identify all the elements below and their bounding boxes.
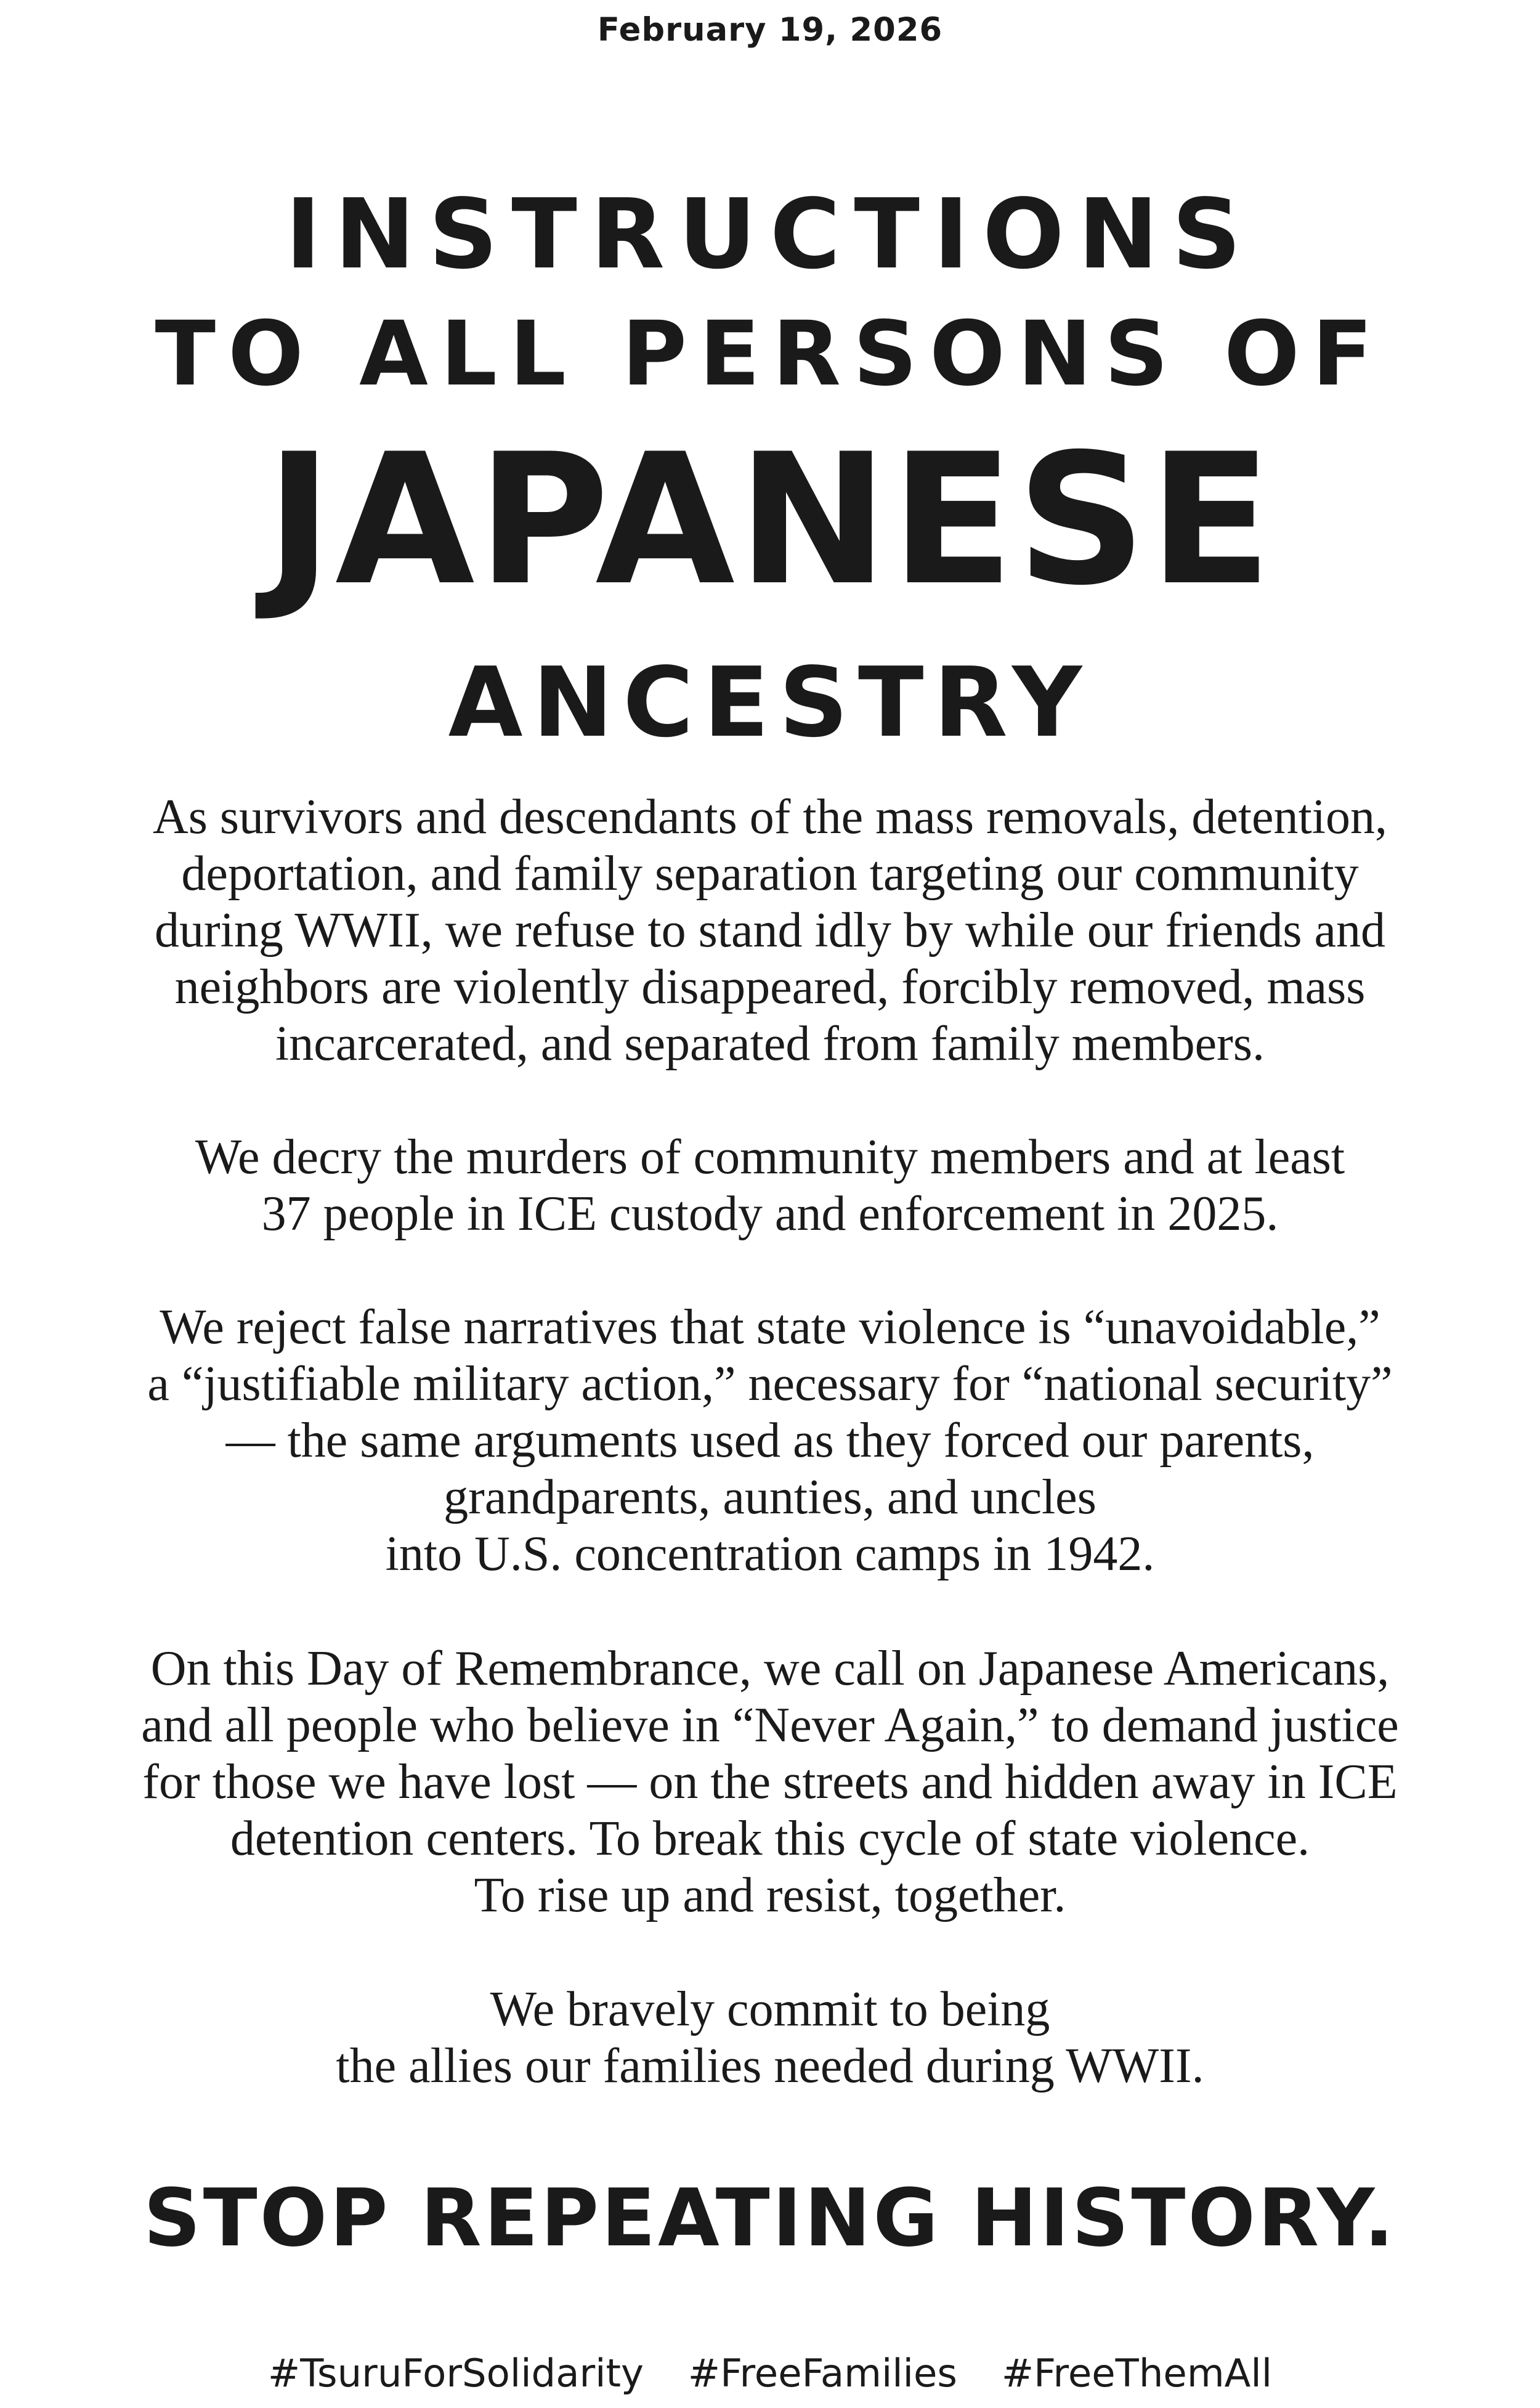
publication-date: February 19, 2026	[597, 11, 943, 49]
paragraph-day-of-remembrance	[0, 1640, 1540, 1924]
paragraph-decry	[0, 1129, 1540, 1242]
paragraph-line: the allies our families needed during WWII.	[336, 2039, 1204, 2093]
hashtag-free-them-all: #FreeThemAll	[1001, 2351, 1273, 2396]
hashtag-row	[0, 2349, 1540, 2398]
headline-to-all-persons-of: TO ALL PERSONS OF	[155, 303, 1385, 406]
paragraph-line: We decry the murders of community members and at least	[195, 1130, 1345, 1184]
paragraph-line: detention centers. To break this cycle of state violence.	[230, 1812, 1310, 1866]
paragraph-line: incarcerated, and separated from family members.	[275, 1017, 1265, 1071]
paragraph-line: grandparents, aunties, and uncles	[444, 1470, 1096, 1524]
paragraph-survivors	[0, 789, 1540, 1072]
headline-ancestry: ANCESTRY	[448, 646, 1092, 759]
paragraph-line: into U.S. concentration camps in 1942.	[385, 1527, 1155, 1581]
paragraph-reject	[0, 1299, 1540, 1582]
paragraph-line: for those we have lost — on the streets and hidden away in ICE	[142, 1755, 1398, 1809]
paragraph-line: — the same arguments used as they forced our parents,	[225, 1413, 1315, 1468]
headline-instructions: INSTRUCTIONS	[285, 178, 1255, 290]
paragraph-line: We bravely commit to being	[490, 1982, 1050, 2036]
closing-slogan: STOP REPEATING HISTORY.	[144, 2172, 1396, 2264]
paragraph-line: On this Day of Remembrance, we call on Japanese Americans,	[150, 1641, 1390, 1696]
paragraph-line: To rise up and resist, together.	[474, 1868, 1066, 1922]
paragraph-line: a “justifiable military action,” necessary for “national security”	[147, 1357, 1393, 1411]
paragraph-line: 37 people in ICE custody and enforcement in 2025.	[261, 1187, 1279, 1241]
paragraph-line: neighbors are violently disappeared, forcibly removed, mass	[174, 960, 1366, 1014]
hashtag-free-families: #FreeFamilies	[687, 2351, 957, 2396]
headline-japanese: JAPANESE	[265, 415, 1275, 625]
paragraph-commitment	[0, 1981, 1540, 2094]
paragraph-line: As survivors and descendants of the mass removals, detention,	[152, 790, 1388, 844]
paragraph-line: deportation, and family separation targeting our community	[181, 847, 1359, 901]
hashtag-tsuru-for-solidarity: #TsuruForSolidarity	[267, 2351, 644, 2396]
paragraph-line: and all people who believe in “Never Again,” to demand justice	[141, 1698, 1399, 1752]
paragraph-line: We reject false narratives that state violence is “unavoidable,”	[160, 1300, 1380, 1354]
paragraph-line: during WWII, we refuse to stand idly by while our friends and	[154, 903, 1385, 958]
